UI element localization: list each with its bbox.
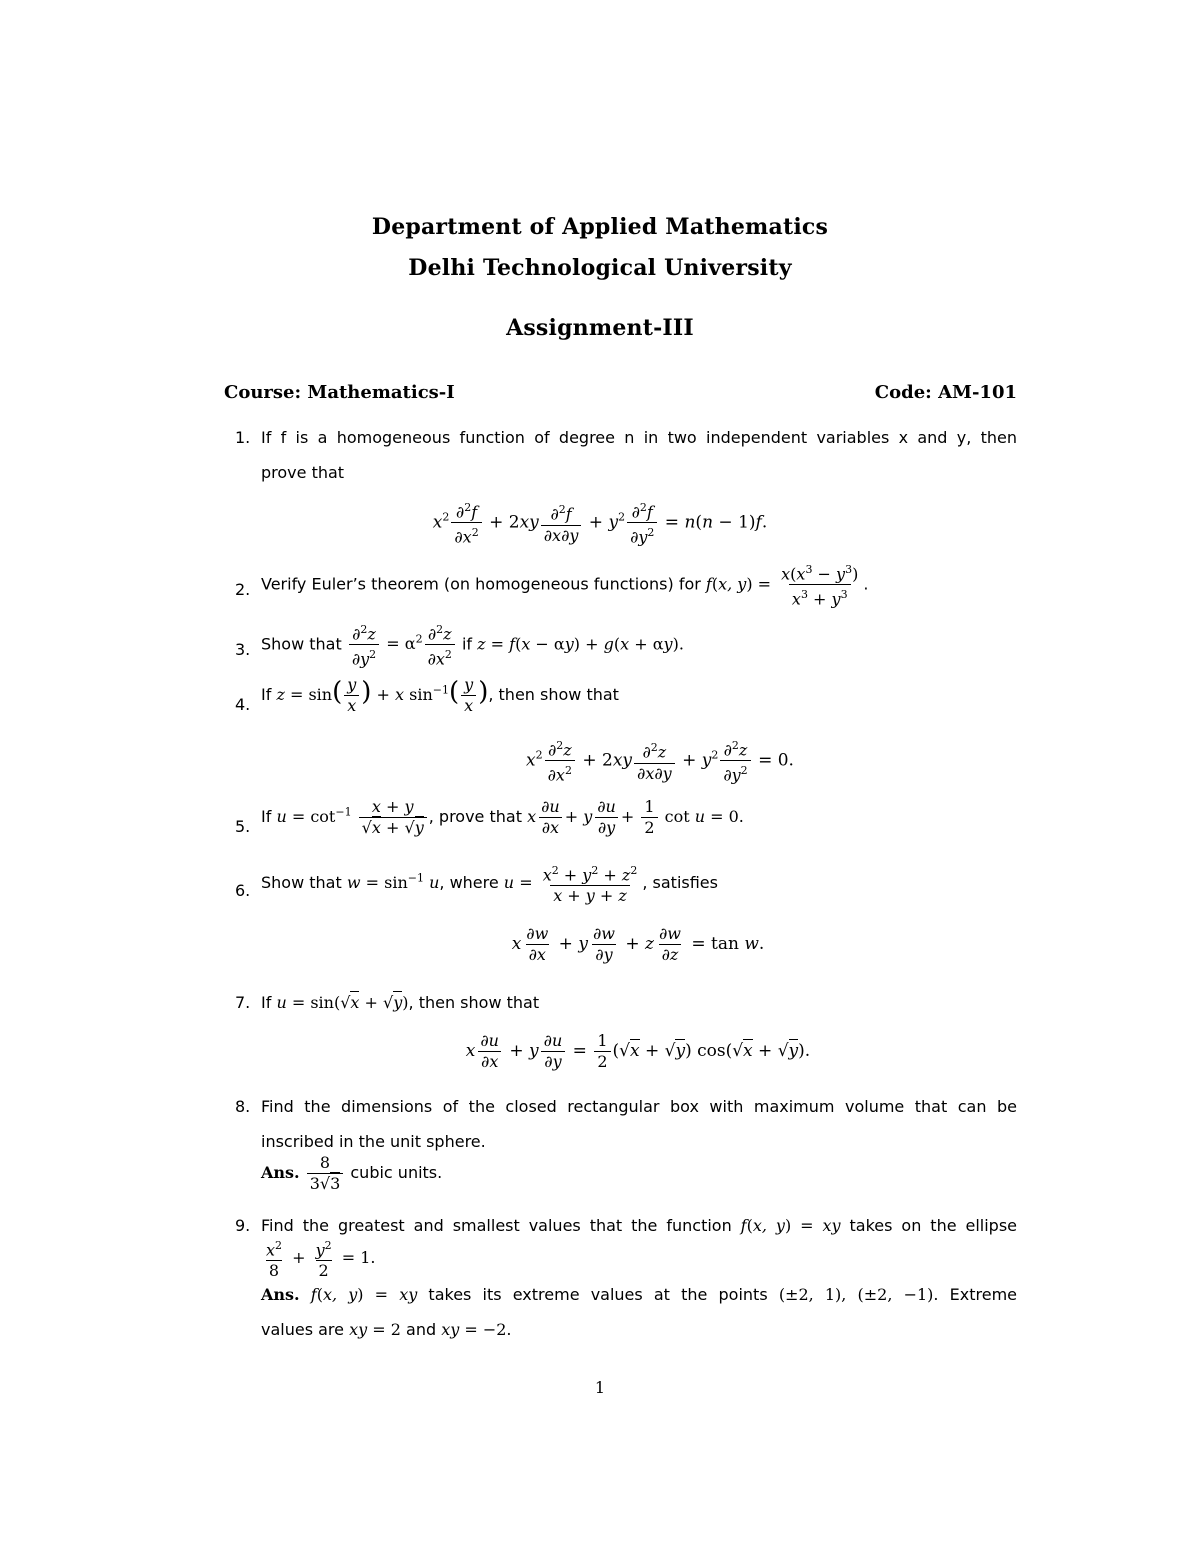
problem-9-answer-line1: Ans. f(x, y) = xy takes its extreme values at the points (±2, 1), (±2, −1). Extreme <box>261 1285 1018 1304</box>
problem-9-line2: $\frac{x^2}{8}$ + $\frac{y^2}{2}$ = 1. <box>266 1239 376 1281</box>
department-title: Department of Applied Mathematics <box>371 214 829 240</box>
problem-9-answer-label: Ans. <box>261 1285 300 1304</box>
problem-4-text: If z = sin( $\frac{y}{x}$ ) + x $\sin^{-1}$( $\frac{y}{x}$ ), then show that <box>261 675 619 715</box>
problem-8-answer-value: $\frac{8}{3√3}$ <box>307 1153 344 1194</box>
problem-6-number: 6. <box>235 881 251 900</box>
problem-7-text: If u = sin(√x + √y), then show that <box>261 993 540 1012</box>
problem-6-text: Show that $w = \sin^{-1} u$, where u = $\frac{x^2 + y^2 + z^2}{x + y + z}$ , satisfies <box>261 864 718 906</box>
problem-3-text: Show that $\frac{\partial^2z}{\partial y^2}$ = $\alpha^2$ $\frac{\partial^2z}{\partial x^2}$ if z = f(x − αy) + g(x + αy). <box>261 623 684 669</box>
problem-4-number: 4. <box>235 695 251 714</box>
problem-8-answer <box>261 1153 442 1194</box>
problem-1-line1: If f is a homogeneous function of degree n in two independent variables x and y, then <box>261 428 1017 447</box>
problem-7-equation: x $\frac{\partial u}{\partial x}$ + y $\frac{\partial u}{\partial y}$ = $\frac{1}{2}$ (√x + √y) cos(√x + √y). <box>465 1031 811 1071</box>
page-number: 1 <box>594 1378 606 1397</box>
problem-7-number: 7. <box>235 993 251 1012</box>
problem-8-answer-label: Ans. <box>261 1163 300 1182</box>
problem-8-line2: inscribed in the unit sphere. <box>261 1132 486 1151</box>
problem-5-number: 5. <box>235 817 251 836</box>
assignment-title: Assignment-III <box>506 315 694 341</box>
university-title: Delhi Technological University <box>408 255 792 281</box>
course-label: Course: Mathematics-I <box>224 382 455 403</box>
problem-1-number: 1. <box>235 428 251 447</box>
problem-6-equation: x $\frac{\partial w}{\partial x}$ + y $\frac{\partial w}{\partial y}$ + z $\frac{\partial w}{\partial z}$ = tan w. <box>511 924 765 964</box>
code-label: Code: AM-101 <box>874 382 1017 403</box>
problem-2-number: 2. <box>235 580 251 599</box>
problem-1-equation: $x^2$ $\frac{\partial^2f}{\partial x^2}$ + 2xy $\frac{\partial^2f}{\partial x\partial y}$ + $y^2$ $\frac{\partial^2f}{\partial y^2}$ = n(n − 1)f. <box>432 501 768 547</box>
problem-3-number: 3. <box>235 640 251 659</box>
problem-9-answer-line2: values are xy = 2 and xy = −2. <box>261 1320 512 1339</box>
problem-5-text: If $u = \cot^{-1}$ $\frac{x + y}{√x + √y}$ , prove that x $\frac{\partial u}{\partial x}$ + y $\frac{\partial u}{\partial y}$ + $\frac{1}{2}$ cot u = 0. <box>261 797 744 837</box>
problem-9-number: 9. <box>235 1216 251 1235</box>
problem-4-equation: $x^2$ $\frac{\partial^2z}{\partial x^2}$ + 2xy $\frac{\partial^2z}{\partial x\partial y}$ + $y^2$ $\frac{\partial^2z}{\partial y^2}$ = 0. <box>526 739 794 785</box>
problem-9-line1: Find the greatest and smallest values that the function f(x, y) = xy takes on the ellipse <box>261 1216 1018 1235</box>
problem-2-text: Verify Euler’s theorem (on homogeneous functions) for f(x, y) = $\frac{x(x^3 - y^3)}{x^3 + y^3}$ . <box>261 563 869 609</box>
problem-8-number: 8. <box>235 1097 251 1116</box>
problem-8-answer-text: cubic units. <box>350 1163 443 1182</box>
problem-1-line2: prove that <box>261 463 345 482</box>
problem-8-line1: Find the dimensions of the closed rectangular box with maximum volume that can be <box>261 1097 1017 1116</box>
